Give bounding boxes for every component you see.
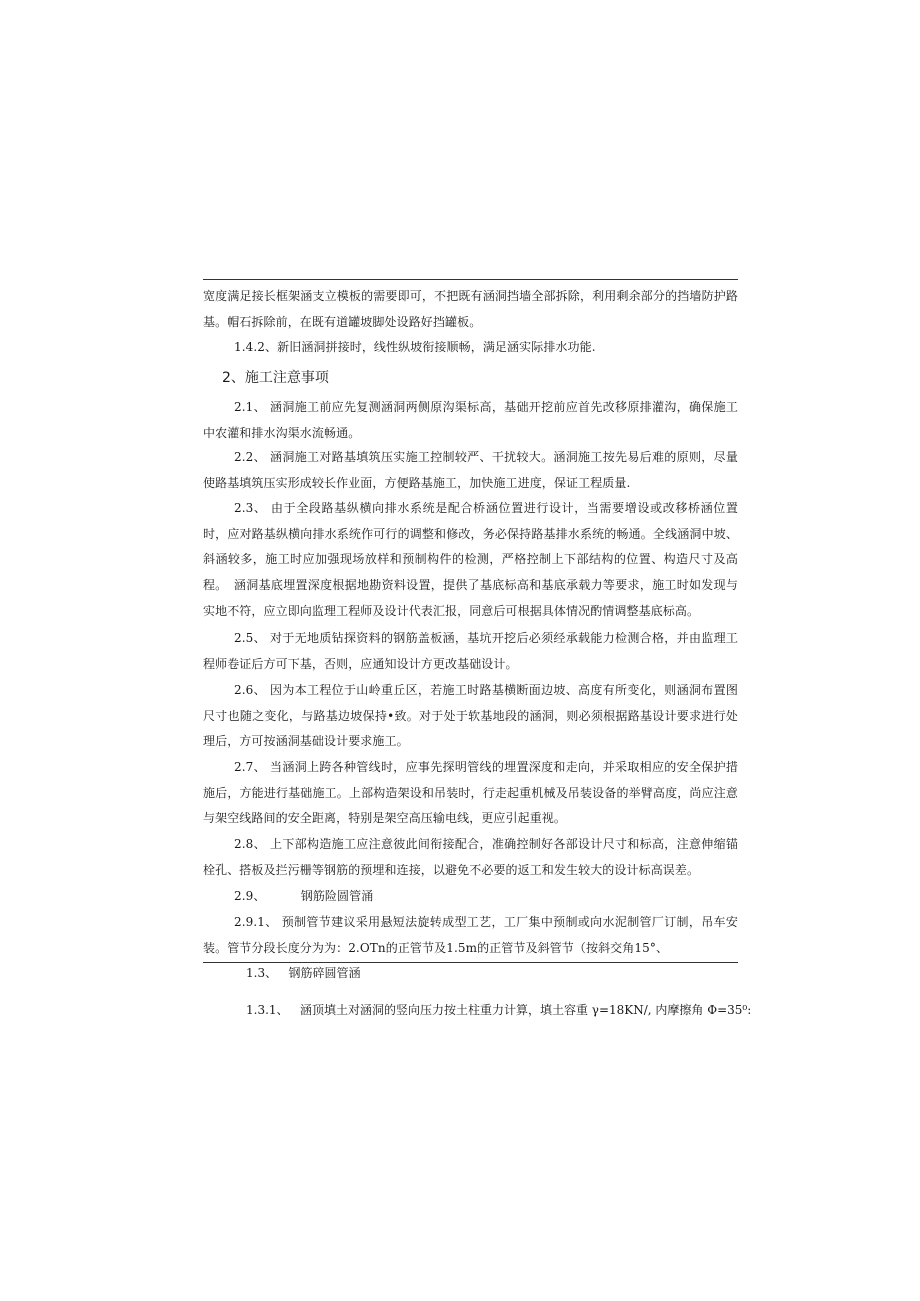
paragraph-2-7: 2.7、 当涵洞上跨各种管线时，应事先探明管线的埋置深度和走向，并采取相应的安全保护措施后，方能进行基础施工。上部构造架设和吊装时，行走起重机械及吊装设备的举臂高度，尚应注意与架空线路间的安全距离，特别是架空高压输电线，更应引起重视。: [203, 760, 738, 825]
bottom-rule: [203, 962, 738, 963]
paragraph-1-4-2: 1.4.2、新旧涵洞拼接时，线性纵坡衔接顺畅，满足涵实际排水功能.: [234, 340, 596, 354]
paragraph-2-3: 2.3、 由于全段路基纵横向排水系统是配合桥涵位置进行设计，当需要增设或改移桥涵位置时，应对路基纵横向排水系统作可行的调整和修改，务必保持路基排水系统的畅通。全线涵洞中坡、斜涵较多，施工时应加强现场放样和预制构件的检测，严格控制上下部结构的位置、构造尺寸及高程。: [203, 501, 738, 592]
paragraph-2-2: 2.2、 涵洞施工对路基填筑压实施工控制较严、干扰较大。涵洞施工按先易后难的原则，尽量使路基填筑压实形成较长作业面，方便路基施工，加快施工进度，保证工程质量.: [203, 450, 738, 490]
paragraph-2-9: 2.9、 钢筋险圆管涌: [234, 889, 374, 903]
paragraph-foundation: 涵洞基底埋置深度根据地勘资料设置，提供了基底标高和基底承载力等要求，施工时如发现与实地不符，应立即向监理工程师及设计代表汇报，同意后可根据具体情况酌情调整基底标高。: [203, 578, 738, 618]
paragraph-2-1: 2.1、 涵洞施工前应先复测涵洞两侧原沟渠标高，基础开挖前应首先改移原排灌沟，确保施工中农灌和排水沟渠水流畅通。: [203, 400, 738, 440]
section-heading-2: 2、施工注意事项: [222, 370, 329, 386]
top-rule: [203, 279, 738, 280]
paragraph-2-5: 2.5、 对于无地质钻探资料的钢筋盖板涵，基坑开挖后必须经承载能力检测合格，并由监理工程师卷证后方可下基，否则，应通知设计方更改基础设计。: [203, 631, 738, 671]
paragraph-2-9-1: 2.9.1、 预制管节建议采用悬短法旋转成型工艺，工厂集中预制或向水泥制管厂订制，吊车安装。管节分段长度分为为：2.OTn的正管节及1.5m的正管节及斜管节（按斜交角15°、: [203, 915, 738, 955]
paragraph-2-8: 2.8、 上下部构造施工应注意彼此间衔接配合，准确控制好各部设计尺寸和标高，注意伸缩锚栓孔、搭板及拦污栅等钢筋的预埋和连接，以避免不必要的返工和发生较大的设计标高误差。: [203, 837, 738, 877]
paragraph-continuation: 宽度满足接长框架涵支立模板的需要即可，不把既有涵洞挡墙全部拆除，利用剩余部分的挡墙防护路基。帽石拆除前，在既有道罐坡脚处设路好挡罐板。: [203, 289, 738, 329]
footer-paragraph-1-3-1: 1.3.1、 涵顶填土对涵洞的竖向压力按土柱重力计算，填土容重 γ=18KN/, 内摩擦角 Φ=35⁰:: [246, 1003, 752, 1017]
paragraph-2-6: 2.6、 因为本工程位于山岭重丘区，若施工时路基横断面边坡、高度有所变化，则涵洞布置图尺寸也随之变化，与路基边坡保持•致。对于处于软基地段的涵洞，则必须根据路基设计要求进行处理后，方可按涵洞基础设计要求施工。: [203, 683, 738, 748]
footer-heading-1-3: 1.3、 钢筋碎圆管涵: [246, 966, 361, 980]
